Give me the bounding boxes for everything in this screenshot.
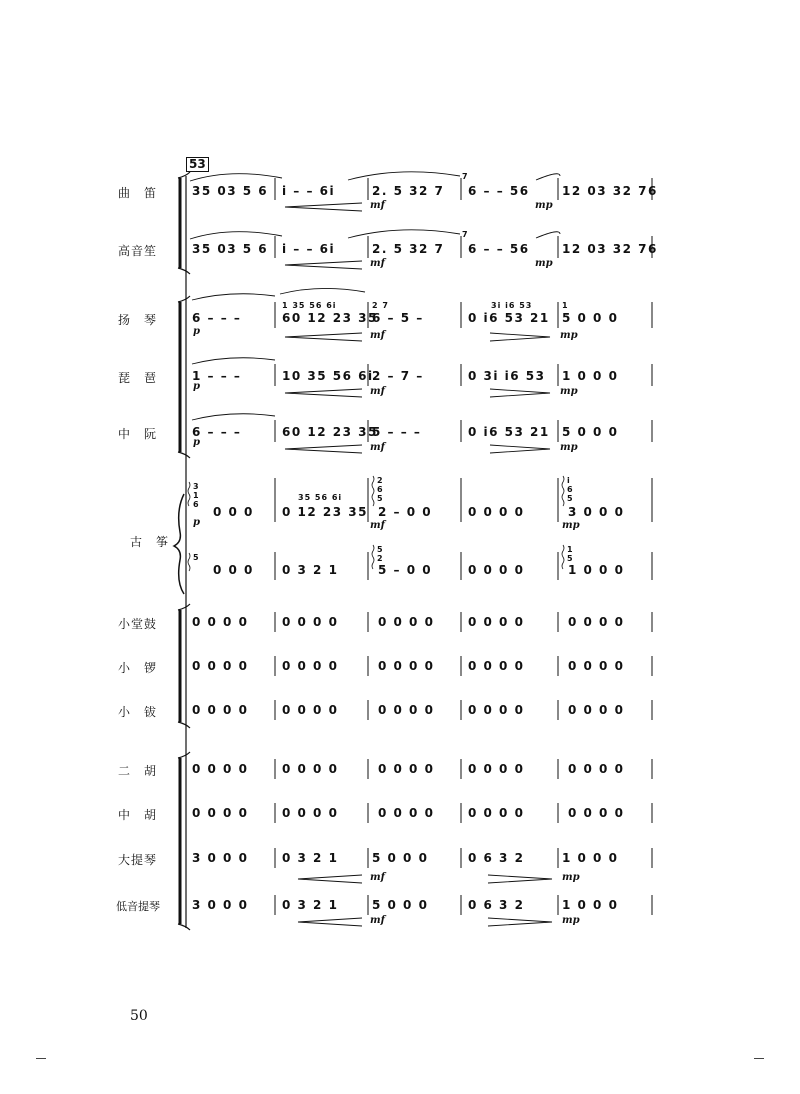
- zheng-upper-measure-1: 0 0 0: [213, 505, 254, 519]
- tanggu-measure-1: 0 0 0 0: [192, 615, 249, 629]
- datiqin-measure-2: 0 3 2 1: [282, 851, 339, 865]
- datiqin-measure-4: 0 6 3 2: [468, 851, 525, 865]
- instrument-label-xiaotanggu: 小堂鼓: [118, 617, 158, 631]
- erhu-measure-3: 0 0 0 0: [378, 762, 435, 776]
- qudi-measure-2: i – – 6i: [282, 184, 336, 198]
- instrument-label-guzheng: 古 筝: [130, 535, 170, 549]
- zhonghu-measure-3: 0 0 0 0: [378, 806, 435, 820]
- bo-measure-5: 0 0 0 0: [568, 703, 625, 717]
- pipa-measure-2: 10 35 56 6i: [282, 369, 374, 383]
- yangqin-upper-m5: 1: [562, 301, 569, 310]
- qudi-measure-4: 6 – – 56: [468, 184, 530, 198]
- pipa-measure-1: 1 – – –: [192, 369, 242, 383]
- qudi-measure-3: 2. 5 32 7: [372, 184, 445, 198]
- dynamic-mf: mf: [370, 386, 385, 397]
- instrument-label-gaoyinsheng: 高音笙: [118, 244, 158, 258]
- yangqin-measure-5: 5 0 0 0: [562, 311, 619, 325]
- bo-measure-1: 0 0 0 0: [192, 703, 249, 717]
- sheng-measure-3: 2. 5 32 7: [372, 242, 445, 256]
- zhonghu-measure-4: 0 0 0 0: [468, 806, 525, 820]
- instrument-label-xiaobo: 小 钹: [118, 705, 158, 719]
- luo-measure-3: 0 0 0 0: [378, 659, 435, 673]
- luo-measure-4: 0 0 0 0: [468, 659, 525, 673]
- bo-measure-2: 0 0 0 0: [282, 703, 339, 717]
- zheng-upper-measure-5: 3 0 0 0: [568, 505, 625, 519]
- instrument-label-erhu: 二 胡: [118, 764, 158, 778]
- sheng-measure-5: 12 03 32 76: [562, 242, 658, 256]
- ruan-measure-3: 5 – – –: [372, 425, 422, 439]
- bass-measure-5: 1 0 0 0: [562, 898, 619, 912]
- bo-measure-3: 0 0 0 0: [378, 703, 435, 717]
- dynamic-mp: mp: [560, 386, 578, 397]
- zhonghu-measure-5: 0 0 0 0: [568, 806, 625, 820]
- erhu-measure-1: 0 0 0 0: [192, 762, 249, 776]
- zheng-lower-chord-m3: 5 2: [377, 545, 384, 563]
- instrument-label-xiaoluo: 小 锣: [118, 661, 158, 675]
- dynamic-mf: mf: [370, 200, 385, 211]
- tanggu-measure-4: 0 0 0 0: [468, 615, 525, 629]
- bass-measure-2: 0 3 2 1: [282, 898, 339, 912]
- dynamic-p: p: [193, 381, 200, 392]
- instrument-label-zhonghu: 中 胡: [118, 808, 158, 822]
- pipa-measure-4: 0 3i i6 53: [468, 369, 546, 383]
- datiqin-measure-1: 3 0 0 0: [192, 851, 249, 865]
- zheng-lower-measure-1: 0 0 0: [213, 563, 254, 577]
- dynamic-p: p: [193, 437, 200, 448]
- rehearsal-mark: 53: [186, 157, 209, 172]
- instrument-label-diyintiqin: 低音提琴: [116, 900, 160, 913]
- zhonghu-measure-2: 0 0 0 0: [282, 806, 339, 820]
- dynamic-mf: mf: [370, 258, 385, 269]
- ruan-measure-2: 60 12 23 35: [282, 425, 378, 439]
- dynamic-mp: mp: [562, 520, 580, 531]
- zheng-lower-measure-4: 0 0 0 0: [468, 563, 525, 577]
- bass-measure-1: 3 0 0 0: [192, 898, 249, 912]
- ruan-measure-4: 0 i6 53 21: [468, 425, 550, 439]
- page-number: 50: [130, 1008, 148, 1024]
- pipa-measure-5: 1 0 0 0: [562, 369, 619, 383]
- instrument-label-zhongruan: 中 阮: [118, 427, 158, 441]
- bass-measure-3: 5 0 0 0: [372, 898, 429, 912]
- luo-measure-2: 0 0 0 0: [282, 659, 339, 673]
- qudi-measure-5: 12 03 32 76: [562, 184, 658, 198]
- dynamic-mp: mp: [535, 200, 553, 211]
- pipa-measure-3: 2 – 7 –: [372, 369, 424, 383]
- erhu-measure-4: 0 0 0 0: [468, 762, 525, 776]
- zheng-upper-chord-m1: 3 1 6: [193, 482, 200, 509]
- instrument-label-yangqin: 扬 琴: [118, 313, 158, 327]
- instrument-label-pipa: 琵 琶: [118, 371, 158, 385]
- sheng-measure-2: i – – 6i: [282, 242, 336, 256]
- crop-mark-left: [36, 1058, 46, 1059]
- yangqin-upper-m4: 3i i6 53: [491, 301, 533, 310]
- tanggu-measure-2: 0 0 0 0: [282, 615, 339, 629]
- luo-measure-1: 0 0 0 0: [192, 659, 249, 673]
- yangqin-measure-2: 60 12 23 35: [282, 311, 378, 325]
- dynamic-mf: mf: [370, 520, 385, 531]
- yangqin-upper-m2: 1 35 56 6i: [282, 301, 337, 310]
- dynamic-mp: mp: [535, 258, 553, 269]
- dynamic-mp: mp: [560, 442, 578, 453]
- datiqin-measure-3: 5 0 0 0: [372, 851, 429, 865]
- zheng-lower-measure-3: 5 – 0 0: [378, 563, 433, 577]
- erhu-measure-5: 0 0 0 0: [568, 762, 625, 776]
- dynamic-mf: mf: [370, 872, 385, 883]
- ruan-measure-5: 5 0 0 0: [562, 425, 619, 439]
- dynamic-p: p: [193, 517, 200, 528]
- qudi-grace-note: 7: [462, 172, 469, 181]
- zhonghu-measure-1: 0 0 0 0: [192, 806, 249, 820]
- crop-mark-right: [754, 1058, 764, 1059]
- sheng-measure-4: 6 – – 56: [468, 242, 530, 256]
- luo-measure-5: 0 0 0 0: [568, 659, 625, 673]
- zheng-lower-measure-2: 0 3 2 1: [282, 563, 339, 577]
- zheng-upper-measure-4: 0 0 0 0: [468, 505, 525, 519]
- dynamic-mp: mp: [562, 872, 580, 883]
- erhu-measure-2: 0 0 0 0: [282, 762, 339, 776]
- yangqin-measure-3: 6 – 5 –: [372, 311, 424, 325]
- instrument-label-datiqin: 大提琴: [118, 853, 158, 867]
- yangqin-measure-1: 6 – – –: [192, 311, 242, 325]
- yangqin-measure-4: 0 i6 53 21: [468, 311, 550, 325]
- sheng-grace-note: 7: [462, 230, 469, 239]
- dynamic-mf: mf: [370, 330, 385, 341]
- bass-measure-4: 0 6 3 2: [468, 898, 525, 912]
- zheng-lower-measure-5: 1 0 0 0: [568, 563, 625, 577]
- datiqin-measure-5: 1 0 0 0: [562, 851, 619, 865]
- instrument-label-qudi: 曲 笛: [118, 186, 158, 200]
- dynamic-mp: mp: [562, 915, 580, 926]
- zheng-upper-chord-m3: 2 6 5: [377, 476, 384, 503]
- zheng-lower-chord-m1: 5: [193, 553, 200, 562]
- zheng-upper-chord-m5: i 6 5: [567, 476, 574, 503]
- dynamic-mf: mf: [370, 915, 385, 926]
- tanggu-measure-3: 0 0 0 0: [378, 615, 435, 629]
- dynamic-p: p: [193, 326, 200, 337]
- zheng-upper-measure-3: 2 – 0 0: [378, 505, 433, 519]
- dynamic-mp: mp: [560, 330, 578, 341]
- ruan-measure-1: 6 – – –: [192, 425, 242, 439]
- qudi-measure-1: 35 03 5 6: [192, 184, 269, 198]
- zheng-lower-chord-m5: 1 5: [567, 545, 574, 563]
- dynamic-mf: mf: [370, 442, 385, 453]
- yangqin-upper-m3: 2 7: [372, 301, 389, 310]
- bo-measure-4: 0 0 0 0: [468, 703, 525, 717]
- zheng-upper-measure-2: 0 12 23 35: [282, 505, 368, 519]
- tanggu-measure-5: 0 0 0 0: [568, 615, 625, 629]
- sheng-measure-1: 35 03 5 6: [192, 242, 269, 256]
- zheng-upper-chord-m2: 35 56 6i: [298, 493, 343, 502]
